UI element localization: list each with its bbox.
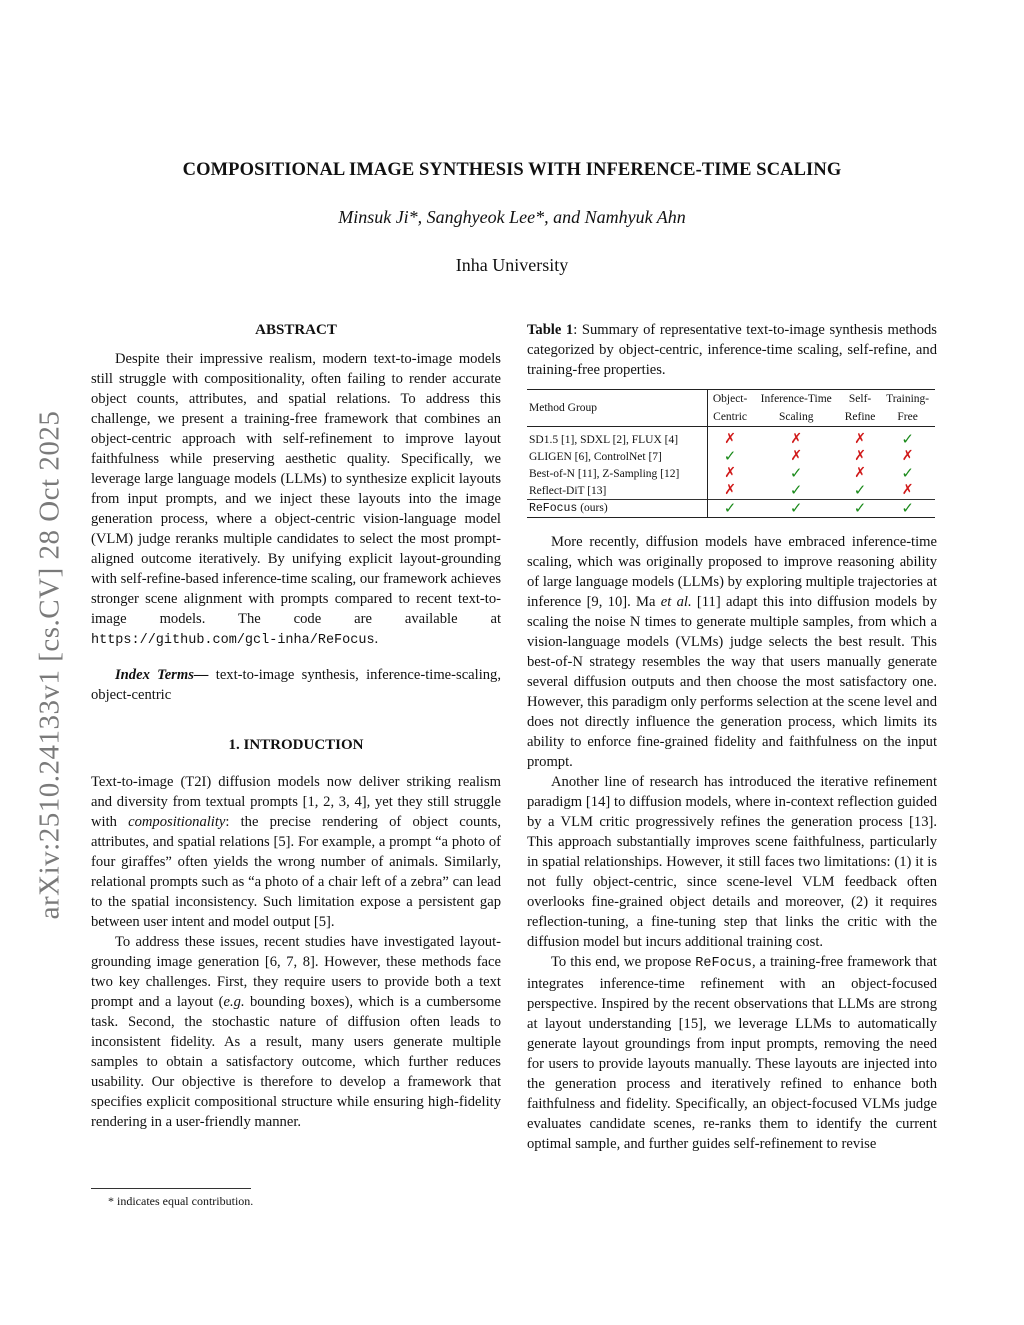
right-paragraph-1	[527, 532, 937, 772]
table-row	[527, 431, 935, 448]
table-caption-label: Table 1	[527, 322, 574, 338]
intro-paragraph-2	[91, 932, 501, 1132]
table-header-row-1	[527, 390, 935, 409]
abstract-end: .	[374, 631, 379, 647]
header-inference-time-b: Scaling	[753, 408, 840, 427]
table-row	[527, 465, 935, 482]
arxiv-identifier: arXiv:2510.24133v1 [cs.CV] 28 Oct 2025	[33, 410, 66, 920]
table-mark-cell: ✗	[854, 465, 866, 481]
table-mark-cell: ✗	[901, 448, 914, 464]
header-self-refine-a: Self-	[840, 390, 880, 409]
index-terms-text: text-to-image synthesis, inference-time-scaling, object-centric	[91, 667, 501, 703]
footnote: * indicates equal contribution.	[108, 1194, 254, 1208]
table-mark-cell: ✓	[723, 448, 737, 465]
right-p3-text-b: , a training-free framework that integrates inference-time refinement with an object-focused perspective. Inspired by the recent observations that LLMs are strong at layout understanding [15], we leverage LLMs to automatically generate layout groundings from input prompts, removing the need for users to provide layouts manually. These layouts are injected into the generation process and iteratively refined to enhance both faithfulness and fidelity. Specifically, an object-focused VLMs judge evaluates candidate scenes, re-ranks them to identify the current optimal sample, and further guides self-refinement to revise	[527, 954, 937, 1152]
header-object-centric-a: Object-	[707, 390, 752, 409]
table-mark-cell: ✗	[854, 448, 866, 464]
paper-authors: Minsuk Ji*, Sanghyeok Lee*, and Namhyuk Ahn	[338, 207, 686, 227]
right-paragraph-2: Another line of research has introduced the iterative refinement paradigm [14] to diffusion models, where in-context reflection guided by a VLM critic progressively refines the generation process [13]. This approach substantially improves scene faithfulness, particularly in spatial relationships. However, it still faces two limitations: (1) it is not fully object-centric, since scene-level VLM feedback often overlooks fine-grained object details and moreover, (2) it requires reflection-tuning, a fine-tuning step that links the critic with the diffusion model but incurs additional training cost.	[527, 774, 937, 950]
ours-method-suffix: (ours)	[577, 502, 608, 514]
table-mark-cell: ✗	[790, 431, 803, 447]
table-mark-cell: ✗	[724, 482, 736, 498]
paper-title: COMPOSITIONAL IMAGE SYNTHESIS WITH INFERENCE-TIME SCALING	[182, 160, 842, 180]
paper-affiliation: Inha University	[455, 255, 569, 275]
abstract-body	[91, 349, 501, 651]
table-caption	[527, 320, 937, 380]
table-mark-cell: ✗	[724, 431, 736, 447]
header-inference-time-a: Inference-Time	[753, 390, 840, 409]
table-cell-method	[527, 500, 707, 518]
header-training-free-a: Training-	[880, 390, 935, 409]
refocus-name: ReFocus	[695, 956, 752, 971]
table-mark-cell: ✓	[840, 500, 880, 518]
ours-method-name: ReFocus	[529, 502, 578, 515]
methods-summary-table	[527, 389, 935, 518]
table-mark-cell: ✗	[854, 431, 866, 447]
intro-p1-text-a: Text-to-image (T2I) diffusion models now deliver striking realism and diversity from textual prompts [1, 2, 3, 4], yet they still struggle with	[91, 774, 501, 830]
table-mark-cell: ✓	[880, 500, 935, 518]
right-paragraph-3	[527, 952, 937, 1154]
intro-paragraph-1	[91, 772, 501, 932]
footnote-rule	[91, 1188, 251, 1189]
abstract-text: Despite their impressive realism, modern text-to-image models still struggle with compositionality, often failing to render accurate object counts, attributes, and spatial relations. To address this challenge, we present a training-free framework that combines an object-centric approach with self-refinement to improve layout faithfulness while preserving aesthetic quality. Specifically, we leverage large language models (LLMs) to synthesize explicit layouts from input prompts, and we inject these layouts into the image generation process, where a object-centric vision-language model (VLM) judge reranks multiple candidates to select the most prompt-aligned outcome iteratively. By unifying explicit layout-grounding with self-refine-based inference-time scaling, our framework achieves stronger scene alignment with prompts compared to recent text-to-image models. The code are available at	[91, 351, 501, 627]
right-p1-text-b: [11] adapt this into diffusion models by scaling the noise N times to generate multiple samples, from which a vision-language models (VLMs) judge selects the best result. This best-of-N strategy resembles the way that users manually generate several diffusion outputs and then choose the most satisfactory one. However, this paradigm only performs selection at the scene level and does not directly influence the generation process, which limits its ability to enforce fine-grained fidelity and faithfulness on the input prompt.	[527, 594, 937, 770]
table-mark-cell: ✗	[724, 465, 736, 481]
table-cell-method: Best-of-N [11], Z-Sampling [12]	[527, 465, 707, 482]
right-column	[527, 320, 937, 1154]
intro-p1-emphasis: compositionality	[128, 814, 226, 830]
table-mark-cell: ✓	[901, 465, 914, 482]
intro-p2-text-a: To address these issues, recent studies have investigated layout-grounding image generation [6, 7, 8]. However, these methods face two key challenges. First, they require users to provide both a text prompt and a layout (	[91, 934, 501, 1010]
table-row	[527, 448, 935, 465]
index-terms-label: Index Terms—	[115, 667, 209, 683]
header-self-refine-b: Refine	[840, 408, 880, 427]
table-mark-cell: ✓	[789, 465, 803, 482]
code-link[interactable]: https://github.com/gcl-inha/ReFocus	[91, 633, 375, 648]
right-p1-text-a: More recently, diffusion models have embraced inference-time scaling, which was originally proposed to improve reasoning ability of large language models (LLMs) by exploring multiple trajectories at inference [9, 10]. Ma	[527, 534, 937, 610]
intro-p2-emphasis: e.g.	[223, 994, 245, 1010]
table-row	[527, 482, 935, 500]
index-terms	[91, 665, 501, 705]
header-method-group: Method Group	[527, 390, 707, 427]
table-mark-cell: ✓	[901, 431, 914, 448]
introduction-heading: 1. INTRODUCTION	[228, 737, 364, 753]
table-caption-text: : Summary of representative text-to-image synthesis methods categorized by object-centric, inference-time scaling, self-refine, and training-free properties.	[527, 322, 937, 378]
left-column	[91, 320, 501, 1132]
table-cell-method: GLIGEN [6], ControlNet [7]	[527, 448, 707, 465]
table-cell-method: Reflect-DiT [13]	[527, 482, 707, 500]
table-cell-method: SD1.5 [1], SDXL [2], FLUX [4]	[527, 431, 707, 448]
intro-p2-text-b: bounding boxes), which is a cumbersome task. Second, the stochastic nature of diffusion often leads to inconsistent fidelity. As a result, many users generate multiple samples to obtain a satisfactory outcome, which further reduces usability. Our objective is therefore to develop a framework that specifies explicit compositional structure while ensuring high-fidelity rendering in a user-friendly manner.	[91, 994, 501, 1130]
table-mark-cell: ✓	[707, 500, 752, 518]
table-row-ours	[527, 500, 935, 518]
header-object-centric-b: Centric	[707, 408, 752, 427]
abstract-heading: ABSTRACT	[255, 322, 337, 338]
table-mark-cell: ✗	[901, 482, 914, 498]
right-p1-emphasis: et al.	[660, 594, 692, 610]
table-mark-cell: ✓	[853, 482, 867, 499]
table-mark-cell: ✓	[753, 500, 840, 518]
header-training-free-b: Free	[880, 408, 935, 427]
table-mark-cell: ✗	[790, 448, 803, 464]
right-p3-text-a: To this end, we propose	[551, 954, 696, 970]
intro-p1-text-b: : the precise rendering of object counts, attributes, and spatial relations [5]. For example, a prompt “a photo of four giraffes” often yields the wrong number of animals. Similarly, relational prompts such as “a photo of a chair left of a zebra” can lead to the spatial inconsistency. Such limitation expose a persistent gap between user intent and model output [5].	[91, 814, 501, 930]
table-mark-cell: ✓	[789, 482, 803, 499]
